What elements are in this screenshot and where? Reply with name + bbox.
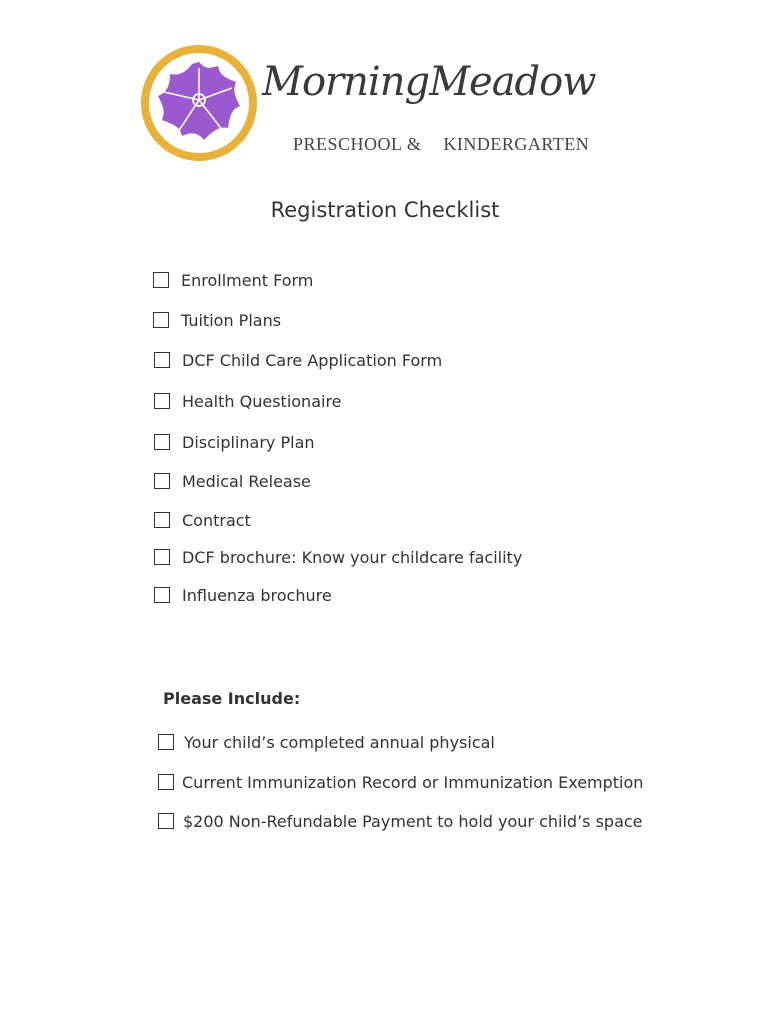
checkbox[interactable]: [154, 549, 170, 565]
logo-subtitle-right: KINDERGARTEN: [443, 134, 590, 154]
checklist-item-label: Tuition Plans: [181, 310, 282, 330]
checklist-item[interactable]: [154, 546, 522, 568]
checklist-item[interactable]: [154, 584, 332, 606]
checklist-item[interactable]: [153, 309, 281, 331]
checkbox[interactable]: [153, 312, 169, 328]
checklist-item-label: DCF Child Care Application Form: [182, 350, 443, 370]
checkbox[interactable]: [154, 434, 170, 450]
checkbox[interactable]: [158, 734, 174, 750]
include-item[interactable]: [158, 771, 643, 793]
page-title: Registration Checklist: [270, 198, 500, 222]
checkbox[interactable]: [153, 272, 169, 288]
flower-logo-icon: [140, 44, 258, 162]
include-item-label: Current Immunization Record or Immunization Exemption: [182, 772, 644, 792]
checklist-item-label: Health Questionaire: [182, 391, 342, 411]
checklist-item-label: Disciplinary Plan: [182, 432, 315, 452]
checkbox[interactable]: [154, 393, 170, 409]
checkbox[interactable]: [158, 774, 174, 790]
checklist-item[interactable]: [153, 269, 313, 291]
checklist-item-label: Medical Release: [182, 471, 311, 491]
checkbox[interactable]: [154, 473, 170, 489]
checklist-item-label: DCF brochure: Know your childcare facility: [182, 547, 523, 567]
checkbox[interactable]: [154, 352, 170, 368]
checklist-item-label: Enrollment Form: [181, 270, 314, 290]
school-logo: [140, 44, 620, 162]
include-item-label: $200 Non-Refundable Payment to hold your child’s space: [183, 811, 643, 831]
logo-subtitle: [293, 134, 589, 155]
checkbox[interactable]: [154, 587, 170, 603]
checkbox[interactable]: [154, 512, 170, 528]
checklist-item-label: Influenza brochure: [182, 585, 332, 605]
checklist-item[interactable]: [154, 470, 311, 492]
checklist-item[interactable]: [154, 431, 315, 453]
logo-subtitle-left: PRESCHOOL &: [293, 134, 422, 154]
include-heading: Please Include:: [163, 689, 301, 708]
checklist-item[interactable]: [154, 509, 251, 531]
checkbox[interactable]: [158, 813, 174, 829]
include-item-label: Your child’s completed annual physical: [184, 732, 495, 752]
include-item[interactable]: [158, 810, 643, 832]
include-item[interactable]: [158, 731, 495, 753]
logo-wordmark: MorningMeadow: [262, 59, 596, 105]
checklist-item[interactable]: [154, 390, 342, 412]
checklist-item[interactable]: [154, 349, 442, 371]
checklist-item-label: Contract: [182, 510, 251, 530]
